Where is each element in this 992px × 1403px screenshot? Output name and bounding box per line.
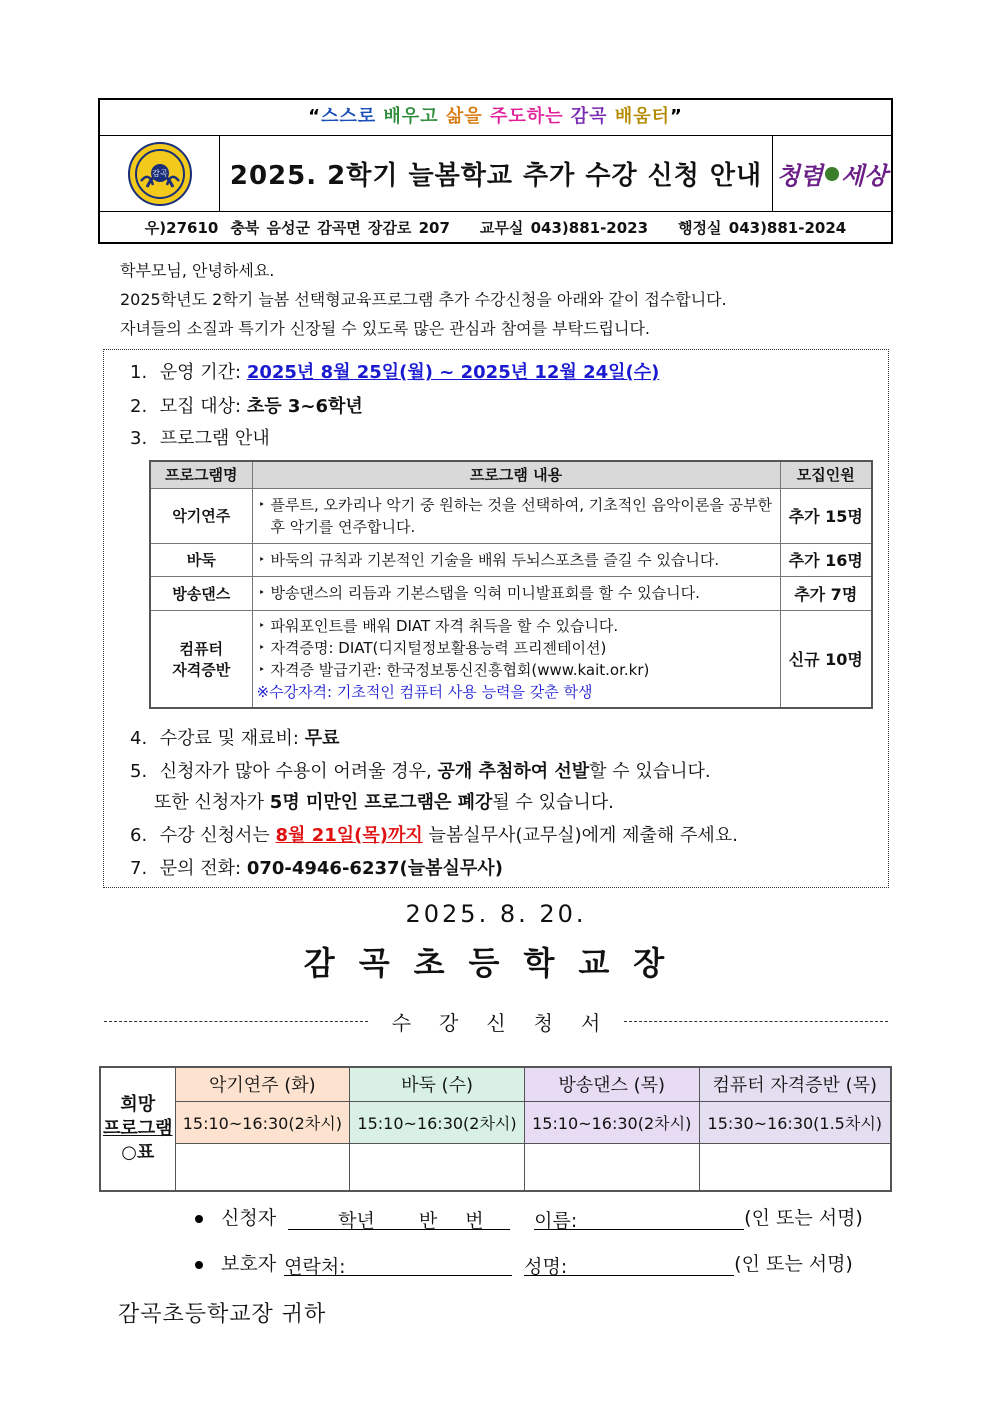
greeting-line: 2025학년도 2학기 늘봄 선택형교육프로그램 추가 수강신청을 아래와 같이 접수합니다. (120, 290, 727, 309)
program-header: 컴퓨터 자격증반 (목) (699, 1067, 891, 1101)
label-line: 희망 (120, 1094, 156, 1115)
table-row (150, 488, 872, 543)
item-label: 문의 전화: (159, 858, 242, 879)
program-time: 15:10~16:30(2차시) (175, 1101, 350, 1143)
table-row (150, 576, 872, 610)
slogan-word: 배우고 (383, 106, 439, 127)
mark-cell-dance[interactable] (524, 1143, 699, 1191)
guardian-label: 보호자 (221, 1253, 277, 1275)
sign-note: (인 또는 서명) (744, 1207, 863, 1229)
program-count: 신규 10명 (780, 610, 872, 708)
program-header: 방송댄스 (목) (524, 1067, 699, 1101)
class-label: 반 (418, 1210, 438, 1232)
postal-code: 우)27610 (144, 218, 219, 237)
item-number: 2. (130, 396, 148, 417)
deadline-date: 8월 21일(목)까지 (275, 825, 423, 846)
greeting-line: 자녀들의 소질과 특기가 신장될 수 있도록 많은 관심과 참여를 부탁드립니다. (120, 319, 650, 338)
program-time: 15:10~16:30(2차시) (524, 1101, 699, 1143)
program-desc (252, 543, 780, 576)
program-desc (252, 488, 780, 543)
slogan-word: 감곡 (570, 106, 608, 127)
program-time: 15:30~16:30(1.5차시) (699, 1101, 891, 1143)
desc-line: ‣ 플루트, 오카리나 악기 중 원하는 것을 선택하여, 기초적인 음악이론을 공부한 후 악기를 연주합니다. (257, 494, 774, 538)
school-address: 충북 음성군 감곡면 장감로 207 (230, 218, 450, 237)
item-label: 프로그램 안내 (159, 428, 270, 449)
guardian-contact-field[interactable] (284, 1252, 512, 1276)
program-name: 바둑 (150, 543, 252, 576)
program-time: 15:10~16:30(2차시) (350, 1101, 525, 1143)
application-table (99, 1066, 892, 1192)
contact-phone: 070-4946-6237(늘봄실무사) (246, 858, 503, 879)
slogan-quote-close: ” (670, 106, 683, 127)
address-bar (100, 212, 891, 242)
mark-cell-computer[interactable] (699, 1143, 891, 1191)
item-label: 모집 대상: (159, 396, 242, 417)
table-header: 프로그램 내용 (252, 461, 780, 488)
program-name-line: 자격증반 (172, 660, 231, 679)
issue-date: 2025. 8. 20. (405, 900, 587, 928)
slogan (100, 100, 891, 136)
label-line: ○표 (121, 1142, 155, 1163)
guardian-line (195, 1249, 853, 1276)
info-item-period (130, 358, 659, 384)
cancel-text: 될 수 있습니다. (492, 792, 614, 813)
target-value: 초등 3~6학년 (246, 396, 363, 417)
program-count: 추가 16명 (780, 543, 872, 576)
name-label: 이름: (534, 1210, 578, 1232)
greeting (120, 256, 727, 343)
info-item-fee (130, 724, 339, 750)
dashed-line (624, 1021, 888, 1022)
program-header: 악기연주 (화) (175, 1067, 350, 1101)
slogan-word: 삶을 (445, 106, 483, 127)
cancel-text: 또한 신청자가 (154, 792, 265, 813)
item-number: 3. (130, 428, 148, 449)
deadline-text: 늘봄실무사(교무실)에게 제출해 주세요. (428, 825, 738, 846)
cancel-emphasis: 5명 미만인 프로그램은 폐강 (269, 792, 493, 813)
program-header: 바둑 (수) (350, 1067, 525, 1101)
greeting-line: 학부모님, 안녕하세요. (120, 261, 275, 280)
program-name (150, 610, 252, 708)
office-phone: 교무실 043)881-2023 (479, 218, 649, 237)
item-number: 6. (130, 825, 148, 846)
applicant-class-field[interactable] (288, 1206, 510, 1230)
table-header: 프로그램명 (150, 461, 252, 488)
program-table (149, 460, 873, 709)
applicant-line (195, 1203, 863, 1230)
program-count: 추가 7명 (780, 576, 872, 610)
slogan-word: 배움터 (614, 106, 671, 127)
bullet-icon (195, 1215, 203, 1223)
info-item-deadline (130, 821, 738, 847)
form-separator (104, 1006, 888, 1036)
slogan-word: 주도하는 (489, 106, 564, 127)
school-seal-icon (127, 141, 193, 207)
item-label: 수강료 및 재료비: (159, 728, 299, 749)
applicant-label: 신청자 (221, 1207, 277, 1229)
preference-label (100, 1067, 175, 1191)
applicant-name-field[interactable] (534, 1206, 744, 1230)
program-count: 추가 15명 (780, 488, 872, 543)
page-title: 2025. 2학기 늘봄학교 추가 수강 신청 안내 (220, 136, 773, 211)
fee-value: 무료 (304, 728, 340, 749)
info-item-target (130, 392, 363, 418)
mark-cell-baduk[interactable] (350, 1143, 525, 1191)
item-label: 운영 기간: (159, 362, 242, 383)
table-row (150, 543, 872, 576)
desc-line: ‣ 바둑의 규칙과 기본적인 기술을 배워 두뇌스포츠를 즐길 수 있습니다. (257, 549, 774, 571)
info-box (103, 349, 889, 888)
item-number: 1. (130, 362, 148, 383)
school-logo (100, 136, 220, 211)
brand-dot-icon (825, 167, 839, 181)
program-name: 방송댄스 (150, 576, 252, 610)
principal-title: 감곡초등학교장 (303, 944, 689, 982)
guardian-name-field[interactable] (524, 1252, 734, 1276)
contact-label: 연락처: (284, 1256, 346, 1278)
brand-left-text: 청렴 (776, 161, 823, 190)
grade-label: 학년 (338, 1210, 375, 1232)
program-name: 악기연주 (150, 488, 252, 543)
desc-line: ‣ 자격증 발급기관: 한국정보통신진흥협회(www.kait.or.kr) (257, 659, 774, 681)
period-value: 2025년 8월 25일(월) ~ 2025년 12월 24일(수) (246, 362, 660, 383)
selection-text: 신청자가 많아 수용이 어려울 경우, (159, 761, 432, 782)
selection-emphasis: 공개 추첨하여 선발 (437, 761, 590, 782)
dashed-line (104, 1021, 368, 1022)
desc-line: ‣ 방송댄스의 리듬과 기본스탭을 익혀 미니발표회를 할 수 있습니다. (257, 582, 774, 604)
bullet-icon (195, 1261, 203, 1269)
info-item-cancel (154, 788, 614, 814)
item-number: 4. (130, 728, 148, 749)
header-box (98, 98, 893, 244)
sign-note: (인 또는 서명) (734, 1253, 853, 1275)
brand-logo (773, 136, 891, 211)
form-title: 수강신청서 (391, 1010, 629, 1035)
table-row (150, 610, 872, 708)
eligibility-note: ※수강자격: 기초적인 컴퓨터 사용 능력을 갖춘 학생 (256, 682, 593, 701)
program-desc (252, 576, 780, 610)
slogan-quote-open: “ (308, 106, 321, 127)
desc-line: ‣ 자격증명: DIAT(디지털정보활용능력 프리젠테이션) (257, 637, 774, 659)
table-header: 모집인원 (780, 461, 872, 488)
selection-text: 할 수 있습니다. (589, 761, 711, 782)
number-label: 번 (465, 1210, 484, 1232)
brand-right-text: 세상 (841, 161, 888, 190)
item-number: 7. (130, 858, 148, 879)
slogan-word: 스스로 (320, 106, 377, 127)
mark-cell-instrument[interactable] (175, 1143, 350, 1191)
program-desc (252, 610, 780, 708)
item-number: 5. (130, 761, 148, 782)
info-item-selection (130, 757, 711, 783)
addressee: 감곡초등학교장 귀하 (118, 1302, 327, 1327)
seal-text: 감곡 (151, 168, 168, 178)
admin-phone: 행정실 043)881-2024 (678, 218, 847, 237)
guardian-name-label: 성명: (524, 1256, 568, 1278)
info-item-program (130, 424, 270, 450)
desc-line: ‣ 파워포인트를 배워 DIAT 자격 취득을 할 수 있습니다. (257, 615, 774, 637)
info-item-contact (130, 854, 503, 880)
label-line: 프로그램 (102, 1118, 173, 1139)
deadline-text: 수강 신청서는 (159, 825, 270, 846)
program-name-line: 컴퓨터 (179, 639, 223, 658)
